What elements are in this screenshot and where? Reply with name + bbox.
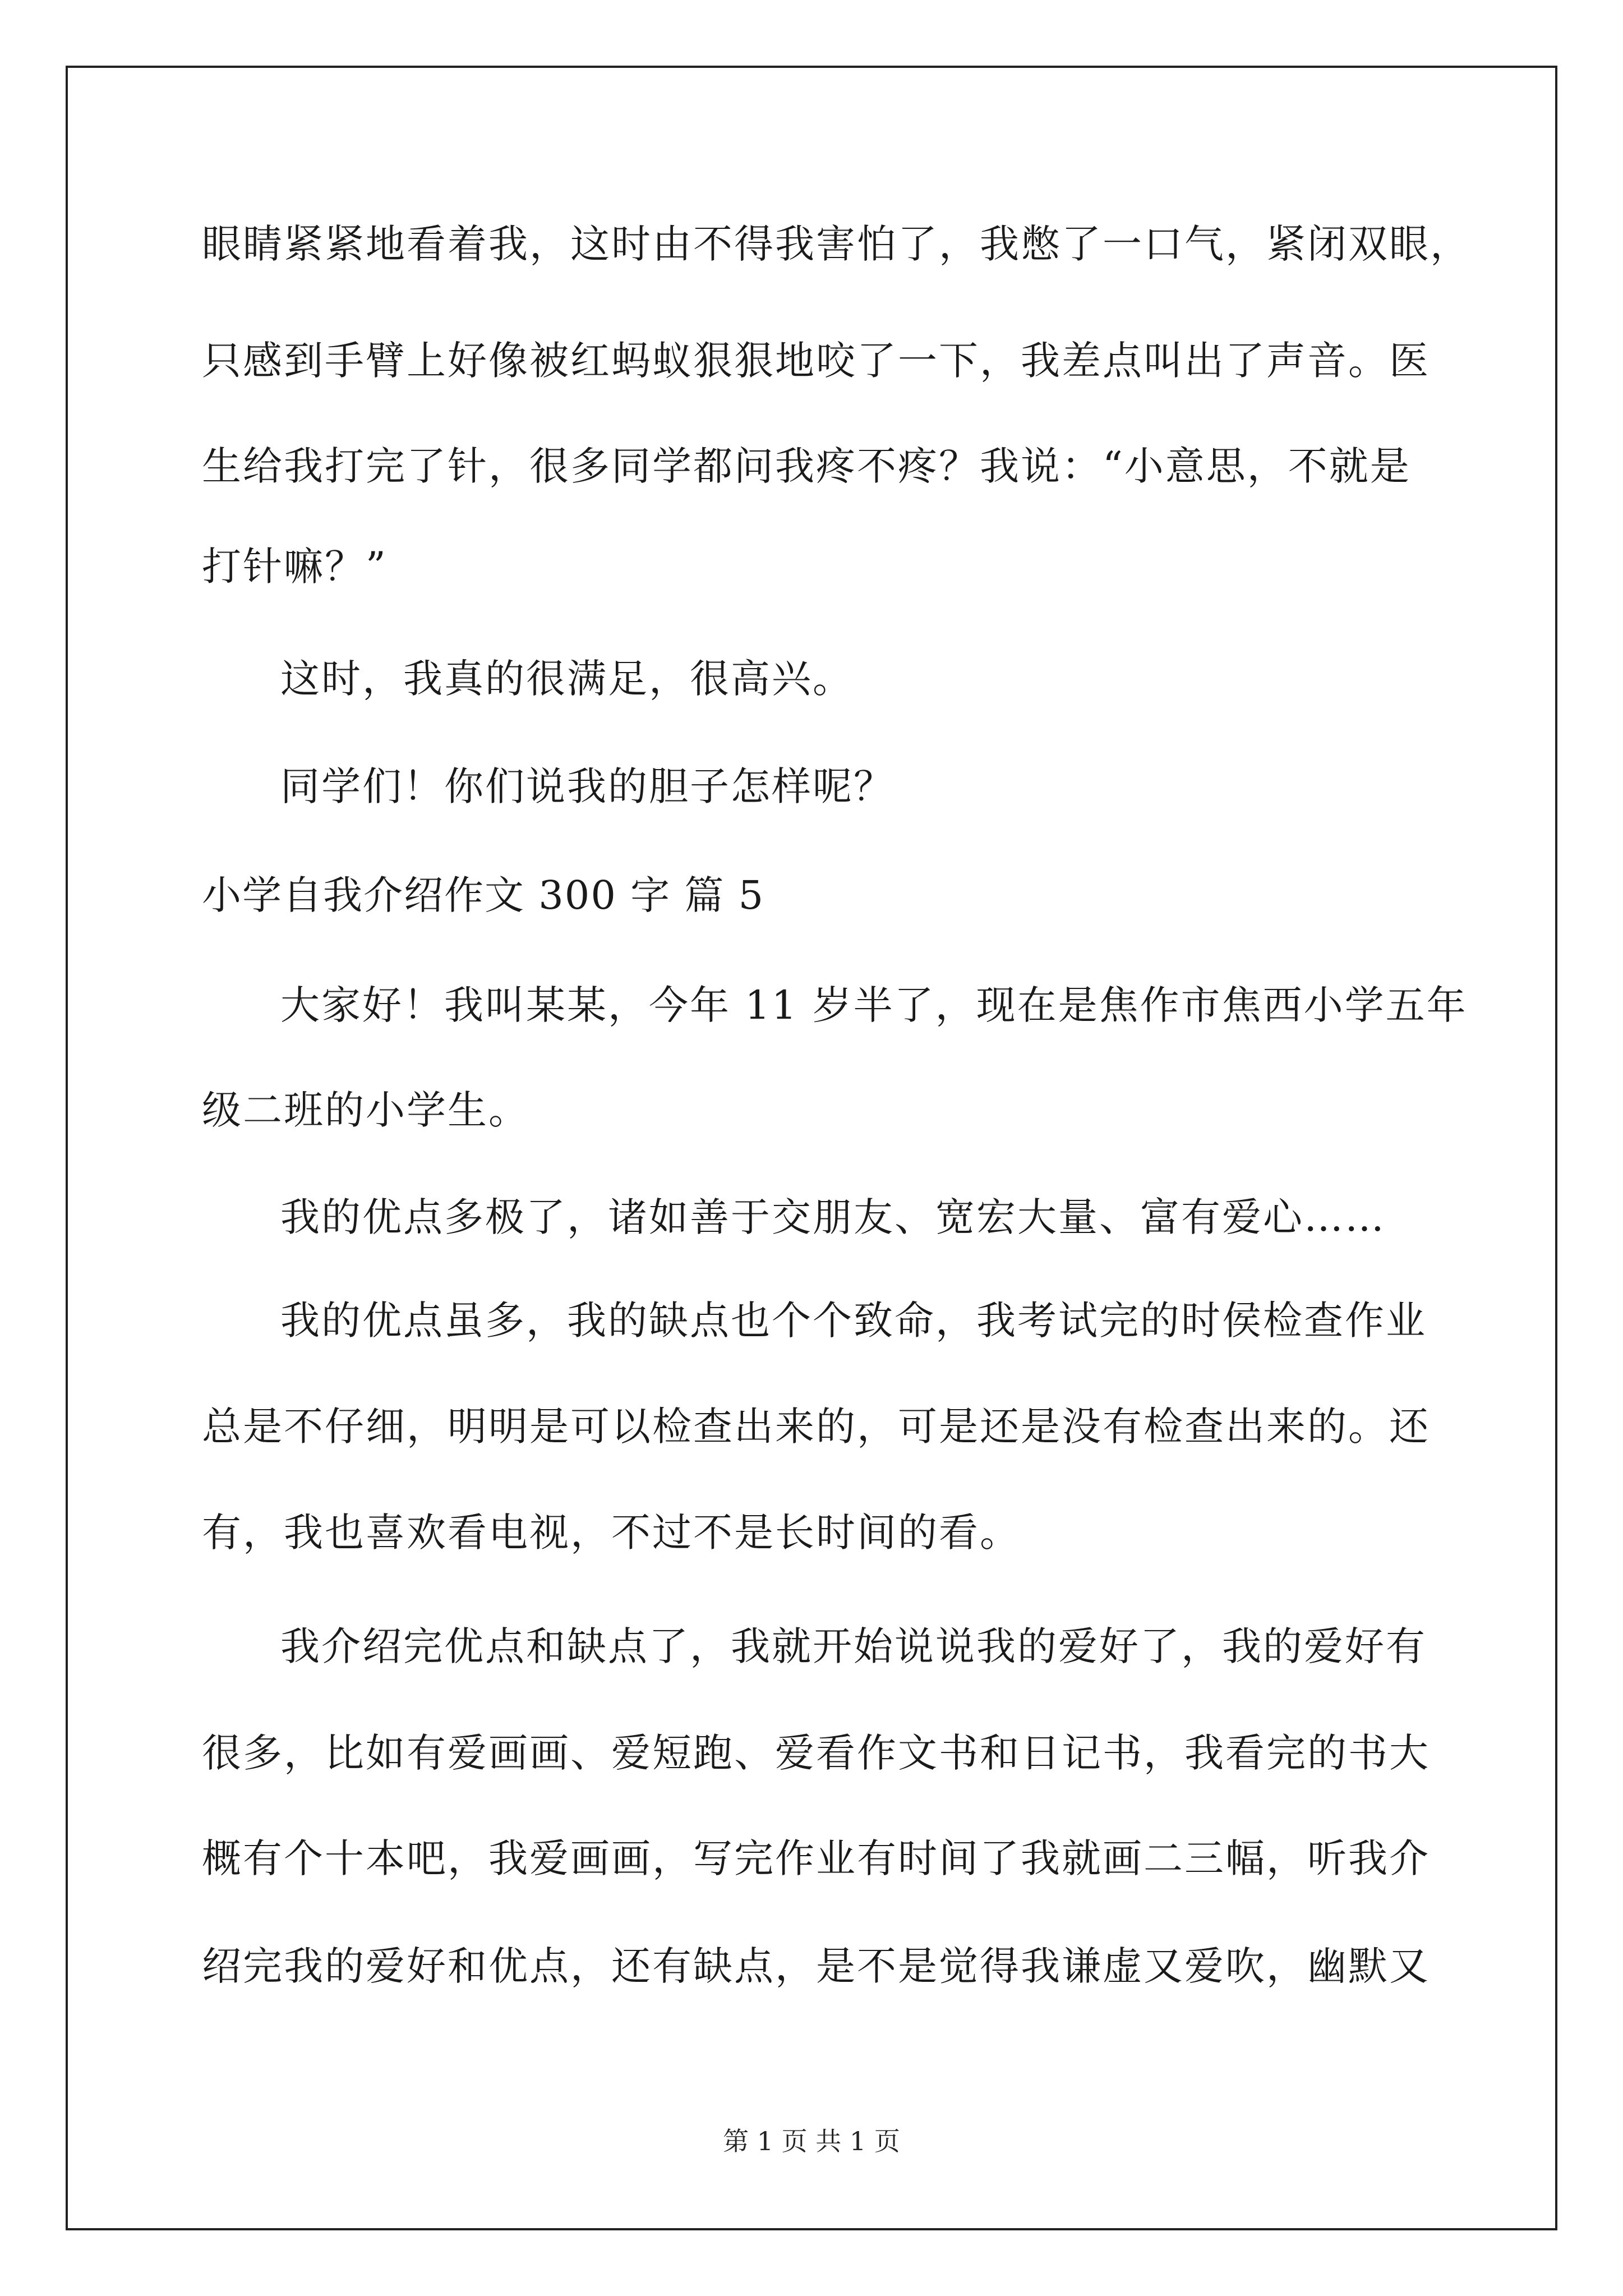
body-line: 我的优点多极了，诸如善于交朋友、宽宏大量、富有爱心…… — [280, 1194, 1386, 1240]
body-line: 我介绍完优点和缺点了，我就开始说说我的爱好了，我的爱好有 — [280, 1623, 1427, 1669]
body-line: 级二班的小学生。 — [202, 1087, 529, 1133]
body-line: 同学们！你们说我的胆子怎样呢？ — [280, 763, 895, 809]
body-line: 绍完我的爱好和优点，还有缺点，是不是觉得我谦虚又爱吹，幽默又 — [202, 1943, 1430, 1989]
body-line: 总是不仔细，明明是可以检查出来的，可是还是没有检查出来的。还 — [202, 1404, 1430, 1450]
body-line: 只感到手臂上好像被红蚂蚁狠狠地咬了一下，我差点叫出了声音。医 — [202, 338, 1430, 384]
body-line: 打针嘛？” — [202, 544, 388, 590]
body-line: 有，我也喜欢看电视，不过不是长时间的看。 — [202, 1510, 1021, 1556]
body-line: 我的优点虽多，我的缺点也个个致命，我考试完的时侯检查作业 — [280, 1297, 1427, 1343]
body-line: 很多，比如有爱画画、爱短跑、爱看作文书和日记书，我看完的书大 — [202, 1730, 1430, 1776]
body-line: 这时，我真的很满足，很高兴。 — [280, 656, 854, 702]
page-footer: 第 1 页 共 1 页 — [723, 2126, 900, 2156]
body-line: 眼睛紧紧地看着我，这时由不得我害怕了，我憋了一口气，紧闭双眼， — [202, 221, 1471, 267]
body-line: 概有个十本吧，我爱画画，写完作业有时间了我就画二三幅，听我介 — [202, 1835, 1430, 1881]
body-line: 大家好！我叫某某，今年 11 岁半了，现在是焦作市焦西小学五年 — [280, 982, 1468, 1028]
body-line: 生给我打完了针，很多同学都问我疼不疼？我说：“小意思，不就是 — [202, 443, 1411, 489]
page-frame — [66, 66, 1557, 2230]
section-heading: 小学自我介绍作文 300 字 篇 5 — [202, 872, 765, 918]
